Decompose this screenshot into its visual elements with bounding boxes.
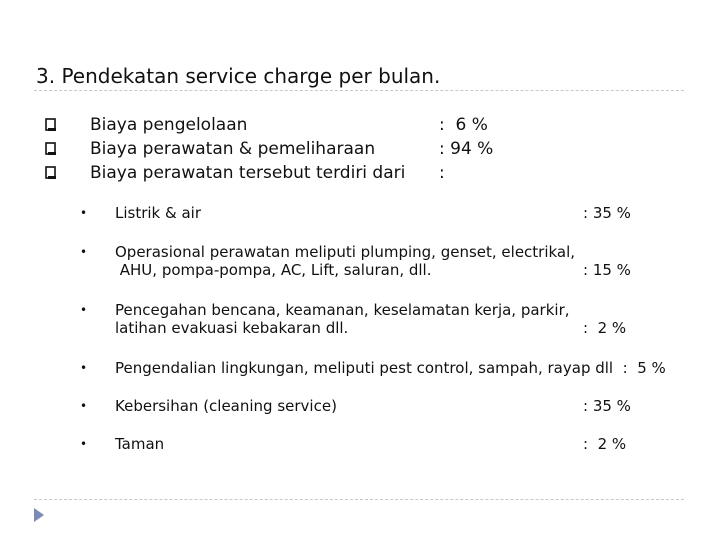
title-divider [34, 90, 684, 91]
triangle-nav-icon[interactable] [32, 506, 46, 524]
sub-item-label: Pencegahan bencana, keamanan, keselamatan kerja, parkir, [115, 301, 570, 319]
dot-bullet-icon: • [80, 245, 88, 259]
sub-item-value: : 35 % [583, 397, 631, 415]
main-item-label: Biaya perawatan & pemeliharaan [90, 139, 376, 159]
checkbox-bullet-icon [45, 118, 56, 131]
sub-item-value: : 2 % [583, 435, 627, 453]
slide-title: 3. Pendekatan service charge per bulan. [36, 64, 441, 88]
sub-item-value: : 2 % [583, 319, 627, 337]
main-item-label: Biaya pengelolaan [90, 115, 248, 135]
main-item-value: : 6 % [439, 115, 488, 135]
sub-item-label: Kebersihan (cleaning service) [115, 397, 337, 415]
dot-bullet-icon: • [80, 206, 88, 220]
sub-item-label: Taman [115, 435, 165, 453]
sub-item-label: latihan evakuasi kebakaran dll. [115, 319, 349, 337]
sub-item-value: : 15 % [583, 261, 631, 279]
sub-item-label: Pengendalian lingkungan, meliputi pest control, sampah, rayap dll : 5 % [115, 359, 666, 377]
main-item-value: : [439, 163, 445, 183]
main-item-value: : 94 % [439, 139, 494, 159]
sub-item-label: AHU, pompa-pompa, AC, Lift, saluran, dll. [115, 261, 432, 279]
footer-divider [34, 499, 684, 500]
dot-bullet-icon: • [80, 361, 88, 375]
checkbox-bullet-icon [45, 166, 56, 179]
sub-item-label: Operasional perawatan meliputi plumping, genset, electrikal, [115, 243, 576, 261]
sub-item-label: Listrik & air [115, 204, 202, 222]
dot-bullet-icon: • [80, 399, 88, 413]
dot-bullet-icon: • [80, 303, 88, 317]
main-item-label: Biaya perawatan tersebut terdiri dari [90, 163, 406, 183]
checkbox-bullet-icon [45, 142, 56, 155]
dot-bullet-icon: • [80, 437, 88, 451]
sub-item-value: : 35 % [583, 204, 631, 222]
